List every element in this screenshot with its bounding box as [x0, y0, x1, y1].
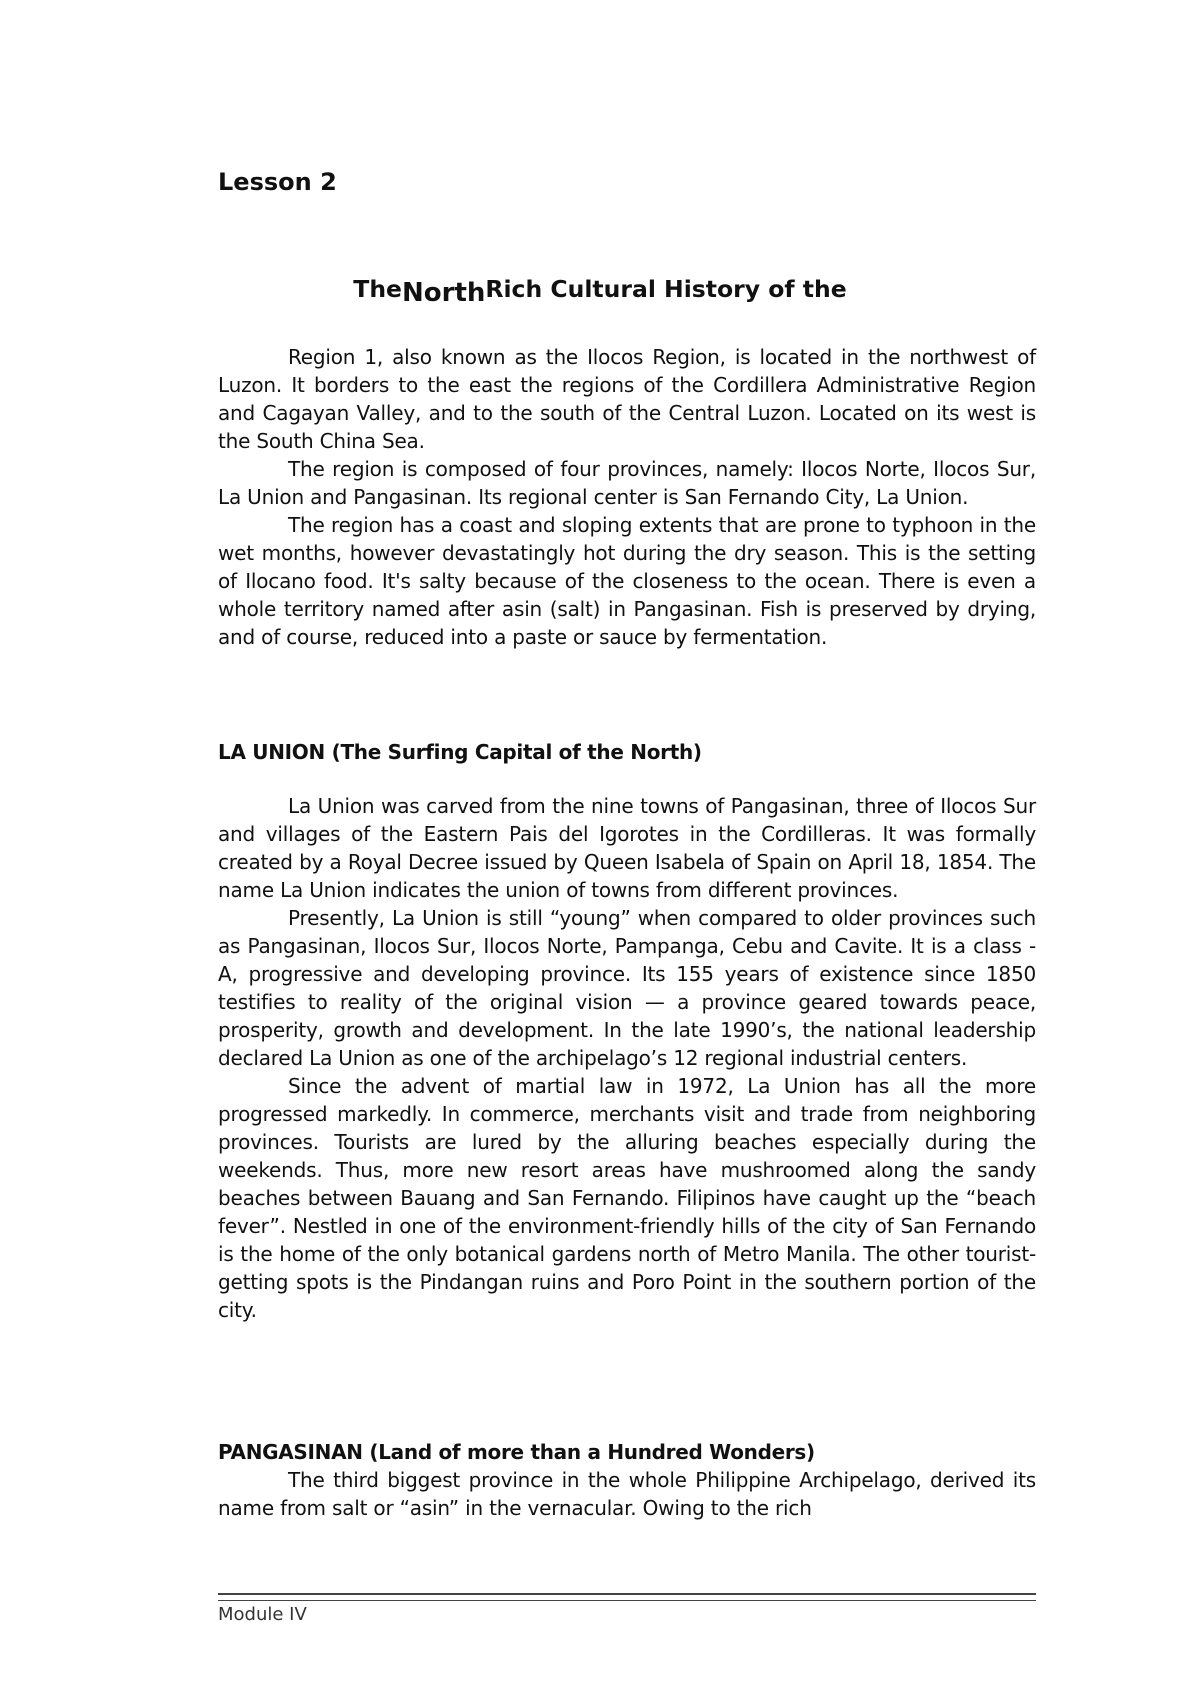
- intro-section: [218, 343, 1036, 651]
- pangasinan-paragraph-1: The third biggest province in the whole Philippine Archipelago, derived its name from salt or “asin” in the vernacular. Owing to the rich: [218, 1468, 1036, 1520]
- la-union-heading-block: [218, 738, 1036, 766]
- lesson-label: Lesson 2: [218, 168, 337, 196]
- la-union-paragraph-1: La Union was carved from the nine towns of Pangasinan, three of Ilocos Sur and villages of the Eastern Pais del Igorotes in the Cordilleras. It was formally created by a Royal Decree issued by Queen Isabela of Spain on April 18, 1854. The name La Union indicates the union of towns from different provinces.: [218, 794, 1036, 902]
- la-union-paragraph-2: Presently, La Union is still “young” when compared to older provinces such as Pangasinan, Ilocos Sur, Ilocos Norte, Pampanga, Cebu and Cavite. It is a class - A, progressive and developing province. Its 155 years of existence since 1850 testifies to reality of the original vision — a province geared towards peace, prosperity, growth and development. In the late 1990’s, the national leadership declared La Union as one of the archipelago’s 12 regional industrial centers.: [218, 906, 1036, 1070]
- la-union-section: [218, 792, 1036, 1324]
- intro-paragraph-2: The region is composed of four provinces, namely: Ilocos Norte, Ilocos Sur, La Union and Pangasinan. Its regional center is San Fernando City, La Union.: [218, 457, 1036, 509]
- lesson-title: [0, 275, 1200, 308]
- intro-paragraph-3: The region has a coast and sloping extents that are prone to typhoon in the wet months, however devastatingly hot during the dry season. This is the setting of Ilocano food. It's salty because of the closeness to the ocean. There is even a whole territory named after asin (salt) in Pangasinan. Fish is preserved by drying, and of course, reduced into a paste or sauce by fermentation.: [218, 513, 1036, 649]
- title-north: North: [402, 278, 486, 308]
- title-prefix: The: [353, 275, 402, 303]
- footer-divider: [218, 1593, 1036, 1601]
- la-union-heading: LA UNION (The Surfing Capital of the North): [218, 740, 702, 764]
- pangasinan-heading-block: [218, 1438, 1036, 1466]
- footer-module-label: Module IV: [218, 1604, 307, 1625]
- pangasinan-heading: PANGASINAN (Land of more than a Hundred Wonders): [218, 1440, 815, 1464]
- la-union-paragraph-3: Since the advent of martial law in 1972, La Union has all the more progressed markedly. In commerce, merchants visit and trade from neighboring provinces. Tourists are lured by the alluring beaches especially during the weekends. Thus, more new resort areas have mushroomed along the sandy beaches between Bauang and San Fernando. Filipinos have caught up the “beach fever”. Nestled in one of the environment-friendly hills of the city of San Fernando is the home of the only botanical gardens north of Metro Manila. The other tourist-getting spots is the Pindangan ruins and Poro Point in the southern portion of the city.: [218, 1074, 1036, 1322]
- title-suffix: Rich Cultural History of the: [485, 275, 847, 303]
- pangasinan-section: [218, 1466, 1036, 1522]
- intro-paragraph-1: Region 1, also known as the Ilocos Region, is located in the northwest of Luzon. It borders to the east the regions of the Cordillera Administrative Region and Cagayan Valley, and to the south of the Central Luzon. Located on its west is the South China Sea.: [218, 345, 1036, 453]
